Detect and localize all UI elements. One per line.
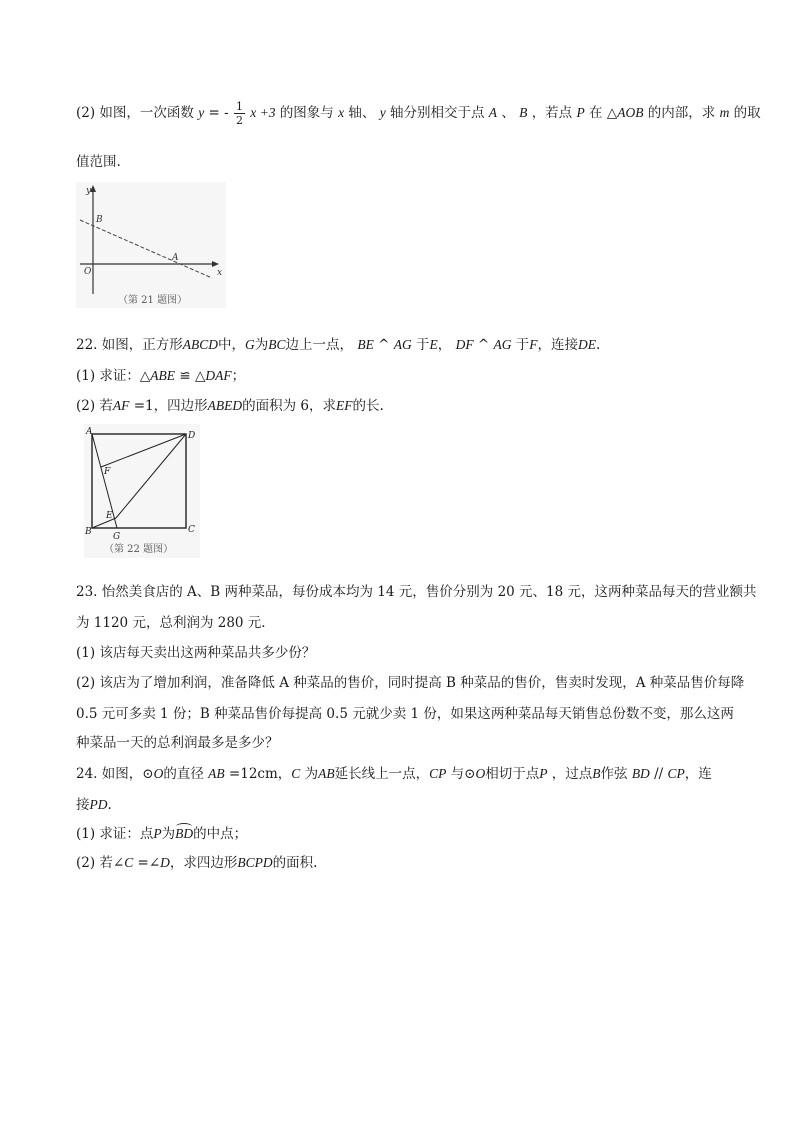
q24-part2: [76, 851, 317, 871]
q24-circle2: ⊙O: [464, 766, 486, 781]
q22-bc: BC: [268, 337, 286, 352]
q24-p2-text-a: (2) 若: [76, 855, 113, 871]
q22-p1-text: (1) 求证：: [76, 368, 140, 384]
q21-text-g: 的内部，求: [647, 105, 716, 121]
q22-text-f: ，: [437, 337, 452, 353]
q24-stem-continuation: [76, 793, 112, 813]
q22-text-a: 22. 如图，正方形: [76, 337, 183, 353]
q22-label-g: G: [113, 532, 121, 542]
q22-text-d: 边上一点，: [285, 337, 354, 353]
q22-p2-text-c: 的长.: [352, 398, 384, 414]
q23-line-4: (2) 该店为了增加利润，准备降低 A 种菜品的售价，同时提高 B 种菜品的售价，售卖时发现，A 种菜品售价每降: [76, 675, 745, 691]
q21-var-x: x: [338, 105, 345, 120]
q21-point-b: B: [519, 105, 528, 120]
q21-label-b: B: [96, 215, 103, 225]
q23-line-1: 23. 怡然美食店的 A、B 两种菜品，每份成本均为 14 元，售价分别为 20 元、18 元，这两种菜品每天的营业额共: [76, 584, 757, 600]
q22-p2-af: AF: [112, 398, 130, 413]
q24-text-i: 作弦: [600, 766, 628, 782]
q21-text-a: (2) 如图，一次函数: [76, 105, 194, 121]
q22-text-c: 为: [254, 337, 269, 353]
q21-part2-continuation: 值范围.: [76, 154, 121, 170]
q22-p1-tri1: △ABE: [139, 368, 176, 383]
q24-cont-b: .: [107, 797, 112, 813]
q21-frac-num: 1: [235, 100, 243, 113]
q22-label-e: E: [106, 511, 113, 521]
q22-text-h: ，连接: [537, 337, 579, 353]
q22-caption: （第 22 题图）: [104, 544, 174, 555]
q22-p2-ef: EF: [336, 398, 353, 413]
q24-parallel: //: [649, 766, 668, 782]
q21-tri-name: AOB: [617, 105, 644, 120]
q21-sep: 、: [501, 105, 515, 121]
q22-e: E: [429, 337, 438, 352]
q22-part1: [76, 364, 245, 384]
q22-label-b: B: [85, 527, 92, 537]
q24-pd: PD: [89, 797, 108, 812]
q22-ag2: AG: [493, 337, 512, 352]
q22-text-g: 于: [515, 337, 530, 353]
q24-text-d: 为: [304, 766, 319, 782]
q21-figure: [76, 182, 226, 308]
q22-perp1: ^: [373, 337, 394, 353]
q22-f: F: [529, 337, 538, 352]
q24-stem: [76, 762, 712, 782]
q24-c: C: [291, 766, 301, 781]
q24-text-a: 24. 如图，: [76, 766, 143, 782]
q24-circle: ⊙O: [142, 766, 164, 781]
q23-line-3: (1) 该店每天卖出这两种菜品共多少份？: [76, 645, 316, 661]
q22-p2-text-b: 的面积为 6，求: [242, 398, 337, 414]
q21-point-p: P: [576, 105, 585, 120]
q24-text-b: 的直径: [163, 766, 204, 782]
q21-text-h: 的取: [733, 105, 761, 121]
q21-part2-line: [76, 100, 761, 127]
q21-label-x: x: [217, 268, 223, 278]
q22-text-e: 于: [416, 337, 430, 353]
q24-cp: CP: [429, 766, 447, 781]
q24-b: B: [592, 766, 601, 781]
q21-label-o: O: [84, 267, 92, 277]
q24-part1: [76, 822, 247, 842]
q21-var-y: y: [379, 105, 386, 120]
q24-p2-eq: =: [133, 855, 149, 871]
q21-point-a: A: [488, 105, 498, 120]
q21-var-m: m: [719, 105, 730, 120]
q21-text-e: ，若点: [531, 105, 573, 121]
q21-label-a: A: [172, 253, 179, 263]
q21-caption: （第 21 题图）: [118, 295, 188, 306]
q22-stem: [76, 333, 600, 353]
q22-part2: [76, 394, 384, 414]
q22-g: G: [245, 337, 255, 352]
q22-label-c: C: [188, 525, 195, 535]
q24-p1-p: P: [153, 826, 162, 841]
q24-p1-arc-bd: BD: [175, 826, 194, 841]
q23-line-2: 为 1120 元，总利润为 280 元.: [76, 615, 266, 631]
q24-cont-a: 接: [76, 797, 90, 813]
q22-p1-tri2: △DAF: [194, 368, 232, 383]
q24-text-e: 延长线上一点，: [334, 766, 430, 782]
q22-p2-eq: =1，四边形: [129, 398, 208, 414]
q21-frac-den: 2: [235, 114, 243, 127]
q21-tri-sym: △: [606, 105, 618, 121]
q24-p1-text-c: 的中点；: [193, 826, 248, 842]
q24-p1-text-b: 为: [161, 826, 176, 842]
q21-func-y: y: [198, 105, 205, 120]
q24-ab2: AB: [318, 766, 335, 781]
q22-p1-cong: ≌: [175, 368, 195, 384]
q22-text-i: .: [596, 337, 601, 353]
q21-text-b: 的图象与: [279, 105, 334, 121]
q22-square: ABCD: [182, 337, 219, 352]
q24-p2-angle-d: ∠D: [148, 855, 170, 870]
q24-text-c: =12cm，: [224, 766, 292, 782]
q24-ab: AB: [208, 766, 225, 781]
q22-text-b: 中，: [218, 337, 246, 353]
q22-label-f: F: [104, 467, 111, 477]
q24-bd: BD: [631, 766, 650, 781]
q21-func-eq: = -: [208, 105, 229, 121]
q23-line-6: 种菜品一天的总利润最多是多少？: [76, 735, 279, 751]
q22-figure: [84, 424, 200, 558]
q21-fraction: [234, 100, 245, 127]
q24-text-f: 与: [450, 766, 465, 782]
q24-text-j: ，连: [684, 766, 712, 782]
q22-ag1: AG: [393, 337, 412, 352]
q24-p2-angle-c: ∠C: [112, 855, 134, 870]
q24-p2-quad: BCPD: [237, 855, 273, 870]
q24-p: P: [539, 766, 548, 781]
q22-perp2: ^: [473, 337, 494, 353]
q22-de: DE: [578, 337, 597, 352]
q24-p1-text-a: (1) 求证：点: [76, 826, 154, 842]
q21-text-c: 轴、: [348, 105, 376, 121]
q21-text-d: 轴分别相交于点: [390, 105, 485, 121]
q22-be: BE: [357, 337, 374, 352]
q22-label-a: A: [86, 427, 93, 437]
q22-p2-text-a: (2) 若: [76, 398, 113, 414]
q23-line-5: 0.5 元可多卖 1 份；B 种菜品售价每提高 0.5 元就少卖 1 份，如果这两种菜品每天销售总份数不变，那么这两: [76, 706, 734, 722]
q24-p2-text-b: ，求四边形: [169, 855, 238, 871]
q21-text-f: 在: [589, 105, 603, 121]
q21-label-y: y: [86, 186, 92, 196]
q24-p2-end: 的面积.: [272, 855, 318, 871]
q22-df: DF: [455, 337, 474, 352]
q24-text-h: ，过点: [551, 766, 593, 782]
q24-text-g: 相切于点: [485, 766, 540, 782]
q24-cp2: CP: [667, 766, 685, 781]
q22-label-d: D: [188, 431, 196, 441]
q22-p2-abed: ABED: [207, 398, 243, 413]
q21-func-rest: x +3: [250, 105, 276, 120]
q22-p1-end: ；: [231, 368, 246, 384]
